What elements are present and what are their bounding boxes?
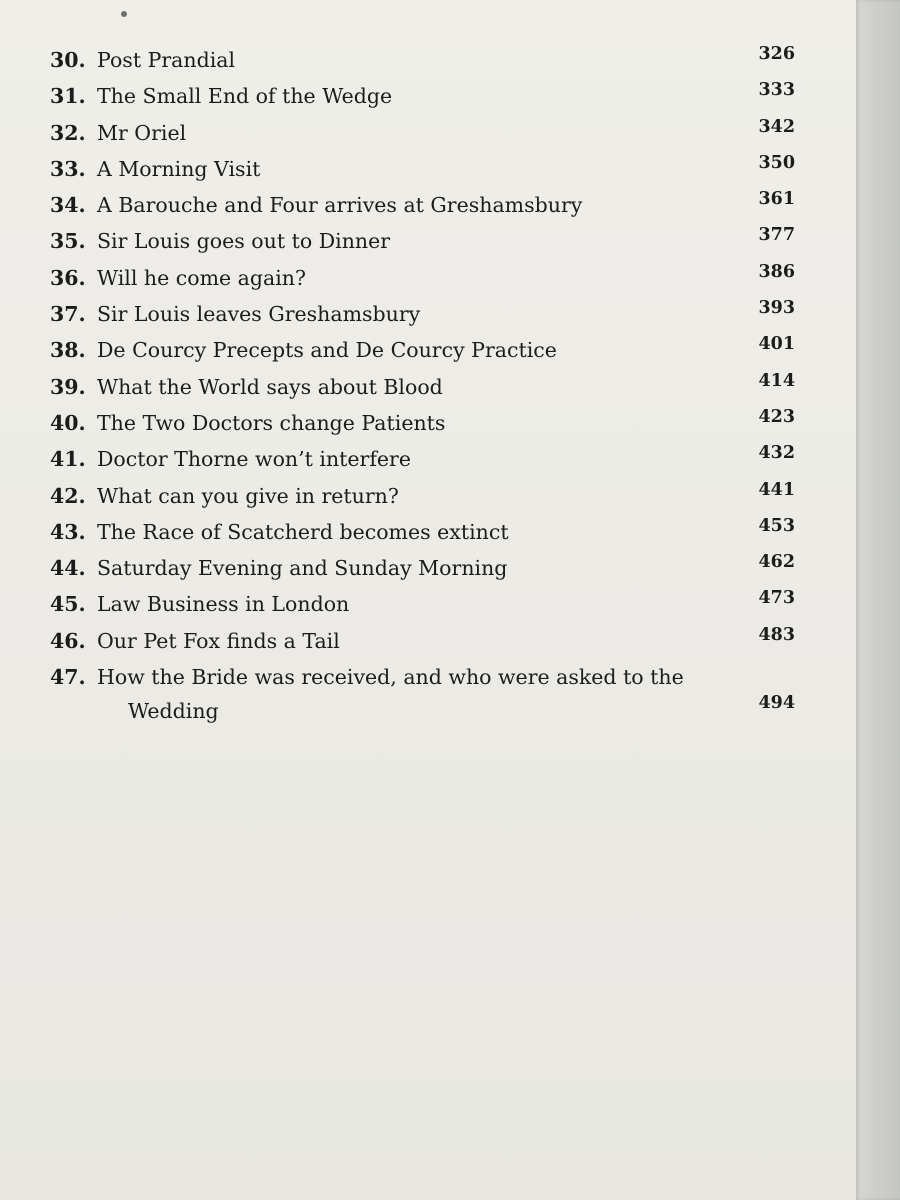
- chapter-title: What can you give in return?: [97, 483, 399, 508]
- toc-entry: [50, 261, 805, 300]
- toc-entry: [50, 116, 805, 155]
- toc-entry: [50, 663, 805, 733]
- page-number: 393: [758, 298, 795, 319]
- chapter-title: A Barouche and Four arrives at Greshamsbury: [97, 193, 583, 218]
- page-number: 342: [758, 116, 795, 137]
- chapter-number: 46.: [50, 628, 86, 653]
- chapter-number: 37.: [50, 302, 86, 327]
- toc-entry: [50, 370, 805, 409]
- chapter-number: 33.: [50, 156, 86, 181]
- chapter-number: 36.: [50, 265, 86, 290]
- chapter-number: 39.: [50, 374, 86, 399]
- page-number: 386: [758, 261, 795, 282]
- chapter-title: The Race of Scatcherd becomes extinct: [97, 519, 509, 544]
- toc-entry: [50, 445, 805, 481]
- chapter-title: Law Business in London: [97, 592, 350, 617]
- chapter-number: 43.: [50, 519, 86, 544]
- chapter-title: Saturday Evening and Sunday Morning: [97, 556, 508, 581]
- toc-entry: [50, 300, 805, 336]
- chapter-title: De Courcy Precepts and De Courcy Practice: [97, 338, 557, 363]
- table-of-contents: [50, 46, 805, 733]
- page-number: 333: [758, 80, 795, 101]
- toc-entry: [50, 82, 805, 118]
- page-number: 414: [758, 370, 795, 391]
- chapter-number: 32.: [50, 120, 86, 145]
- chapter-number: 31.: [50, 84, 86, 109]
- toc-entry: [50, 554, 805, 590]
- chapter-title: Mr Oriel: [97, 120, 187, 145]
- page-number: 494: [758, 693, 795, 714]
- page-number: 432: [758, 443, 795, 464]
- print-speck: [121, 11, 127, 17]
- toc-entry: [50, 152, 805, 191]
- chapter-title: Post Prandial: [97, 48, 236, 72]
- page-number: 453: [758, 515, 795, 536]
- chapter-title: Will he come again?: [97, 265, 306, 290]
- chapter-title: Sir Louis leaves Greshamsbury: [97, 302, 421, 327]
- chapter-number: 44.: [50, 556, 86, 581]
- chapter-number: 45.: [50, 592, 86, 617]
- toc-entry: [50, 46, 805, 82]
- toc-entry: [50, 624, 805, 663]
- page-number: 361: [758, 189, 795, 210]
- chapter-number: 47.: [50, 665, 86, 690]
- page-number: 462: [758, 552, 795, 573]
- chapter-number: 34.: [50, 193, 86, 218]
- chapter-number: 40.: [50, 410, 86, 435]
- chapter-title: A Morning Visit: [97, 156, 261, 181]
- chapter-title: What the World says about Blood: [97, 374, 443, 399]
- toc-entry: [50, 406, 805, 445]
- page-number: 350: [758, 152, 795, 173]
- chapter-title: The Two Doctors change Patients: [97, 410, 446, 435]
- toc-entry: [50, 590, 805, 626]
- page-number: 377: [758, 225, 795, 246]
- page-number: 473: [758, 588, 795, 609]
- chapter-title: Our Pet Fox finds a Tail: [97, 628, 340, 653]
- toc-entry: [50, 336, 805, 372]
- page-edge: [856, 0, 900, 1200]
- page-number: 401: [758, 334, 795, 355]
- chapter-number: 35.: [50, 229, 86, 254]
- page-number: 441: [758, 479, 795, 500]
- chapter-title: The Small End of the Wedge: [97, 84, 393, 109]
- page-number: 483: [758, 624, 795, 645]
- chapter-title: Sir Louis goes out to Dinner: [97, 229, 391, 254]
- page-number: 326: [758, 44, 795, 64]
- toc-entry: [50, 227, 805, 263]
- toc-entry: [50, 479, 805, 518]
- chapter-number: 41.: [50, 447, 86, 472]
- chapter-title: How the Bride was received, and who were asked to the: [97, 665, 684, 690]
- toc-entry: [50, 515, 805, 554]
- chapter-number: 38.: [50, 338, 86, 363]
- page-number: 423: [758, 406, 795, 427]
- chapter-title: Doctor Thorne won’t interfere: [97, 447, 411, 472]
- toc-entry: [50, 191, 805, 227]
- chapter-title-continuation: Wedding: [128, 699, 219, 724]
- chapter-number: 42.: [50, 483, 86, 508]
- chapter-number: 30.: [50, 48, 86, 72]
